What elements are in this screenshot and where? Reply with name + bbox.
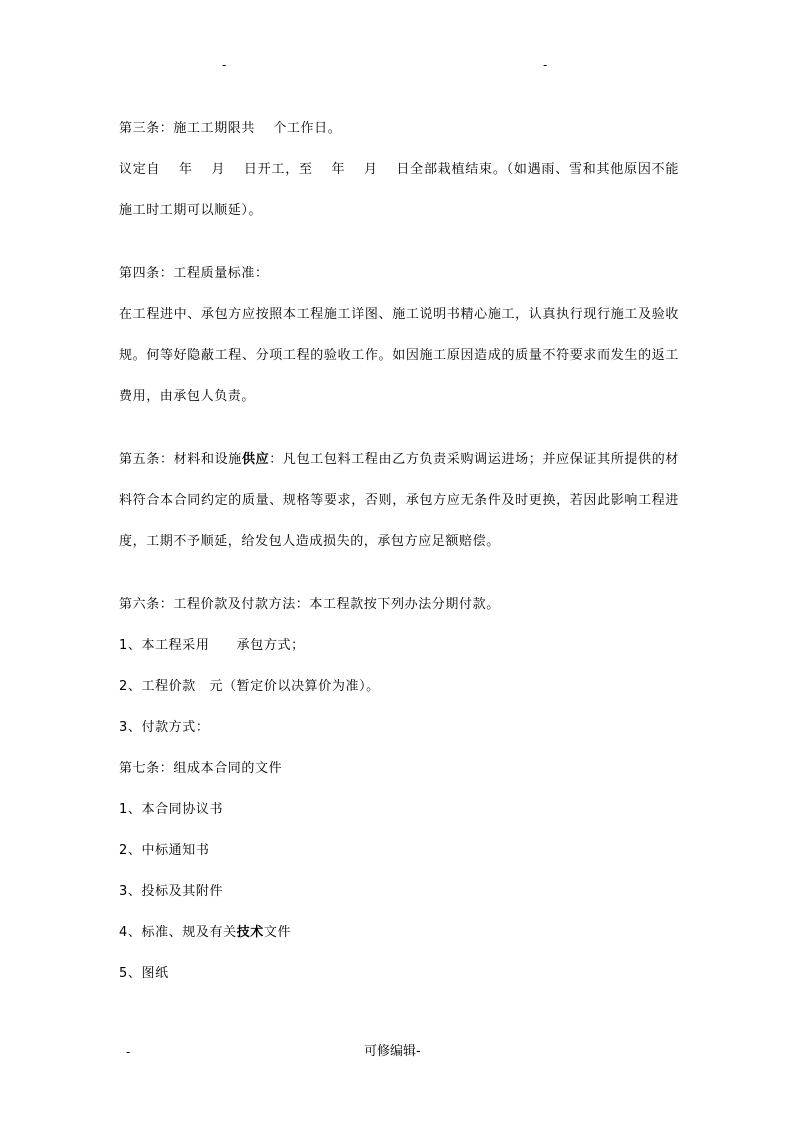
header-right-mark: -	[543, 58, 548, 72]
article3-title: 第三条：施工工期限共 个工作日。	[119, 121, 342, 136]
article7-item4-prefix: 4、标准、规及有关	[119, 925, 237, 940]
article3-schedule: 议定自 年 月 日开工，至 年 月 日全部栽植结束。（如遇雨、雪和其他原因不能施工时工期可以顺延）。	[119, 162, 679, 218]
footer-left-mark: -	[126, 1045, 131, 1059]
article7-item-3: 3、投标及其附件	[119, 884, 224, 899]
article5-bold: 供应	[241, 452, 270, 467]
article7-item-5: 5、图纸	[119, 966, 169, 981]
article7-item4-suffix: 文件	[263, 925, 292, 940]
footer-text: 可修编辑-	[364, 1044, 421, 1059]
article6-item-1: 1、本工程采用 承包方式；	[119, 638, 305, 653]
article6-item-3: 3、付款方式：	[119, 720, 210, 735]
article7-item-1: 1、本合同协议书	[119, 802, 224, 817]
article6-item-2: 2、工程价款 元（暂定价以决算价为准）。	[119, 679, 380, 694]
article7-item-2: 2、中标通知书	[119, 843, 210, 858]
article5-paragraph	[119, 439, 679, 562]
article7-item-4	[119, 912, 679, 953]
document-body	[119, 108, 679, 994]
header-left-mark: -	[222, 58, 227, 72]
article7-item4-bold: 技术	[236, 925, 264, 940]
article7-title: 第七条：组成本合同的文件	[119, 761, 283, 776]
article4-title: 第四条：工程质量标准：	[119, 266, 269, 281]
article5-rest: ：凡包工包料工程由乙方负责采购调运进场；并应保证其所提供的材料符合本合同约定的质量、规格等要求，否则，承包方应无条件及时更换，若因此影响工程进度，工期不予顺延，给发包人造成损失的，承包方应足额赔偿。	[119, 452, 679, 549]
article6-title: 第六条：工程价款及付款方法：本工程款按下列办法分期付款。	[119, 597, 500, 612]
article5-prefix: 第五条：材料和设施	[119, 452, 242, 467]
article4-body: 在工程进中、承包方应按照本工程施工详图、施工说明书精心施工，认真执行现行施工及验收规。何等好隐蔽工程、分项工程的验收工作。如因施工原因造成的质量不符要求而发生的返工费用，由承包人负责。	[119, 307, 679, 404]
